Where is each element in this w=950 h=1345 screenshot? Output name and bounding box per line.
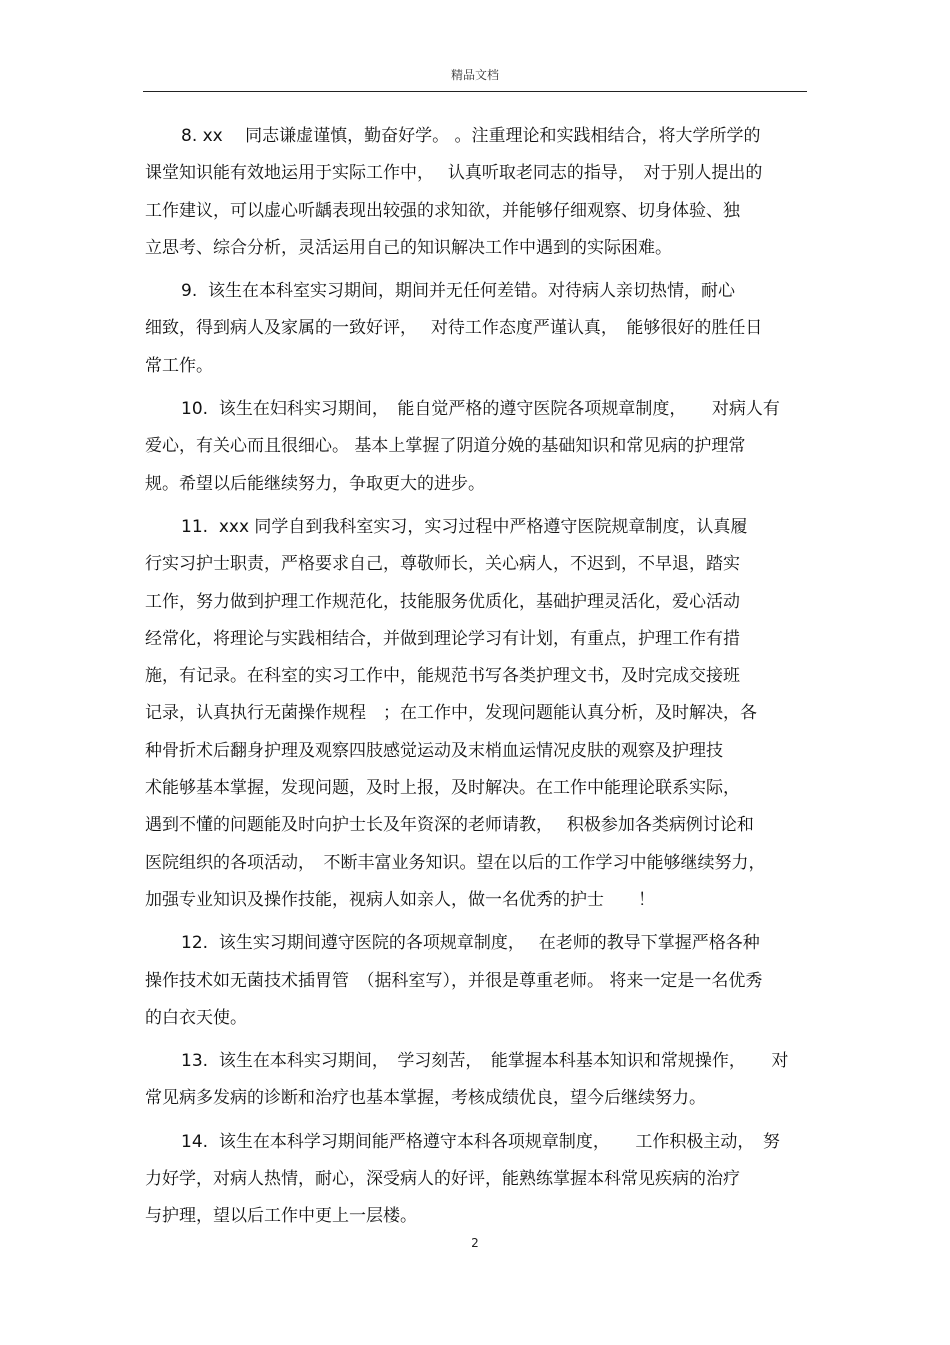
paragraph-8 xyxy=(145,118,810,267)
text-line: 常工作。 xyxy=(145,355,213,376)
text-line: 爱心，有关心而且很细心。 基本上掌握了阴道分娩的基础知识和常见病的护理常 xyxy=(145,436,746,457)
text-line: 立思考、综合分析，灵活运用自己的知识解决工作中遇到的实际困难。 xyxy=(145,237,672,258)
page-number: 2 xyxy=(471,1236,479,1250)
text-line: 12. 该生实习期间遵守医院的各项规章制度， 在老师的教导下掌握严格各种 xyxy=(181,933,760,954)
text-line: 的白衣天使。 xyxy=(145,1007,247,1028)
text-line: 加强专业知识及操作技能，视病人如亲人，做一名优秀的护士 ！ xyxy=(145,889,655,910)
page-header-title: 精品文档 xyxy=(450,68,499,82)
text-line: 术能够基本掌握，发现问题，及时上报，及时解决。在工作中能理论联系实际， xyxy=(145,778,740,799)
text-line: 工作，努力做到护理工作规范化，技能服务优质化，基础护理灵活化，爱心活动 xyxy=(145,591,740,612)
text-line: 细致，得到病人及家属的一致好评， 对待工作态度严谨认真， 能够很好的胜任日 xyxy=(145,318,763,339)
text-line: 力好学，对病人热情，耐心，深受病人的好评，能熟练掌握本科常见疾病的治疗 xyxy=(145,1169,740,1190)
text-line: 经常化，将理论与实践相结合，并做到理论学习有计划，有重点，护理工作有措 xyxy=(145,628,740,649)
text-line: 种骨折术后翻身护理及观察四肢感觉运动及末梢血运情况皮肤的观察及护理技 xyxy=(145,740,723,761)
paragraph-9 xyxy=(145,273,810,385)
text-line: 常见病多发病的诊断和治疗也基本掌握，考核成绩优良，望今后继续努力。 xyxy=(145,1088,706,1109)
text-line: 10. 该生在妇科实习期间， 能自觉严格的遵守医院各项规章制度， 对病人有 xyxy=(181,399,780,420)
text-line: 9. 该生在本科室实习期间，期间并无任何差错。对待病人亲切热情，耐心 xyxy=(181,281,736,302)
text-line: 与护理，望以后工作中更上一层楼。 xyxy=(145,1206,417,1227)
paragraph-14 xyxy=(145,1124,810,1236)
text-line: 14. 该生在本科学习期间能严格遵守本科各项规章制度， 工作积极主动， 努 xyxy=(181,1131,780,1152)
text-line: 工作建议，可以虚心听龋表现出较强的求知欲，并能够仔细观察、切身体验、独 xyxy=(145,200,740,221)
text-line: 行实习护士职责，严格要求自己，尊敬师长，关心病人，不迟到，不早退，踏实 xyxy=(145,554,740,575)
text-line: 课堂知识能有效地运用于实际工作中， 认真听取老同志的指导， 对于别人提出的 xyxy=(145,163,763,184)
text-line: 13. 该生在本科实习期间， 学习刻苦， 能掌握本科基本知识和常规操作， 对 xyxy=(181,1051,789,1072)
text-line: 8. xx 同志谦虚谨慎，勤奋好学。 。注重理论和实践相结合，将大学所学的 xyxy=(181,126,761,146)
header-divider xyxy=(143,91,807,92)
text-line: 规。希望以后能继续努力，争取更大的进步。 xyxy=(145,473,485,494)
text-line: 医院组织的各项活动， 不断丰富业务知识。望在以后的工作学习中能够继续努力， xyxy=(145,852,766,873)
paragraph-10 xyxy=(145,391,810,503)
paragraph-12 xyxy=(145,925,810,1037)
text-line: 遇到不懂的问题能及时向护士长及年资深的老师请教， 积极参加各类病例讨论和 xyxy=(145,815,754,836)
text-line: 记录，认真执行无菌操作规程 ；在工作中，发现问题能认真分析，及时解决，各 xyxy=(145,703,757,724)
document-body xyxy=(145,118,810,1242)
text-line: 11. xxx 同学自到我科室实习，实习过程中严格遵守医院规章制度，认真履 xyxy=(181,516,748,537)
text-line: 施，有记录。在科室的实习工作中，能规范书写各类护理文书，及时完成交接班 xyxy=(145,666,740,687)
text-line: 操作技术如无菌技术插胃管 （据科室写），并很是尊重老师。 将来一定是一名优秀 xyxy=(145,970,763,991)
paragraph-13 xyxy=(145,1043,810,1118)
paragraph-11 xyxy=(145,509,810,919)
